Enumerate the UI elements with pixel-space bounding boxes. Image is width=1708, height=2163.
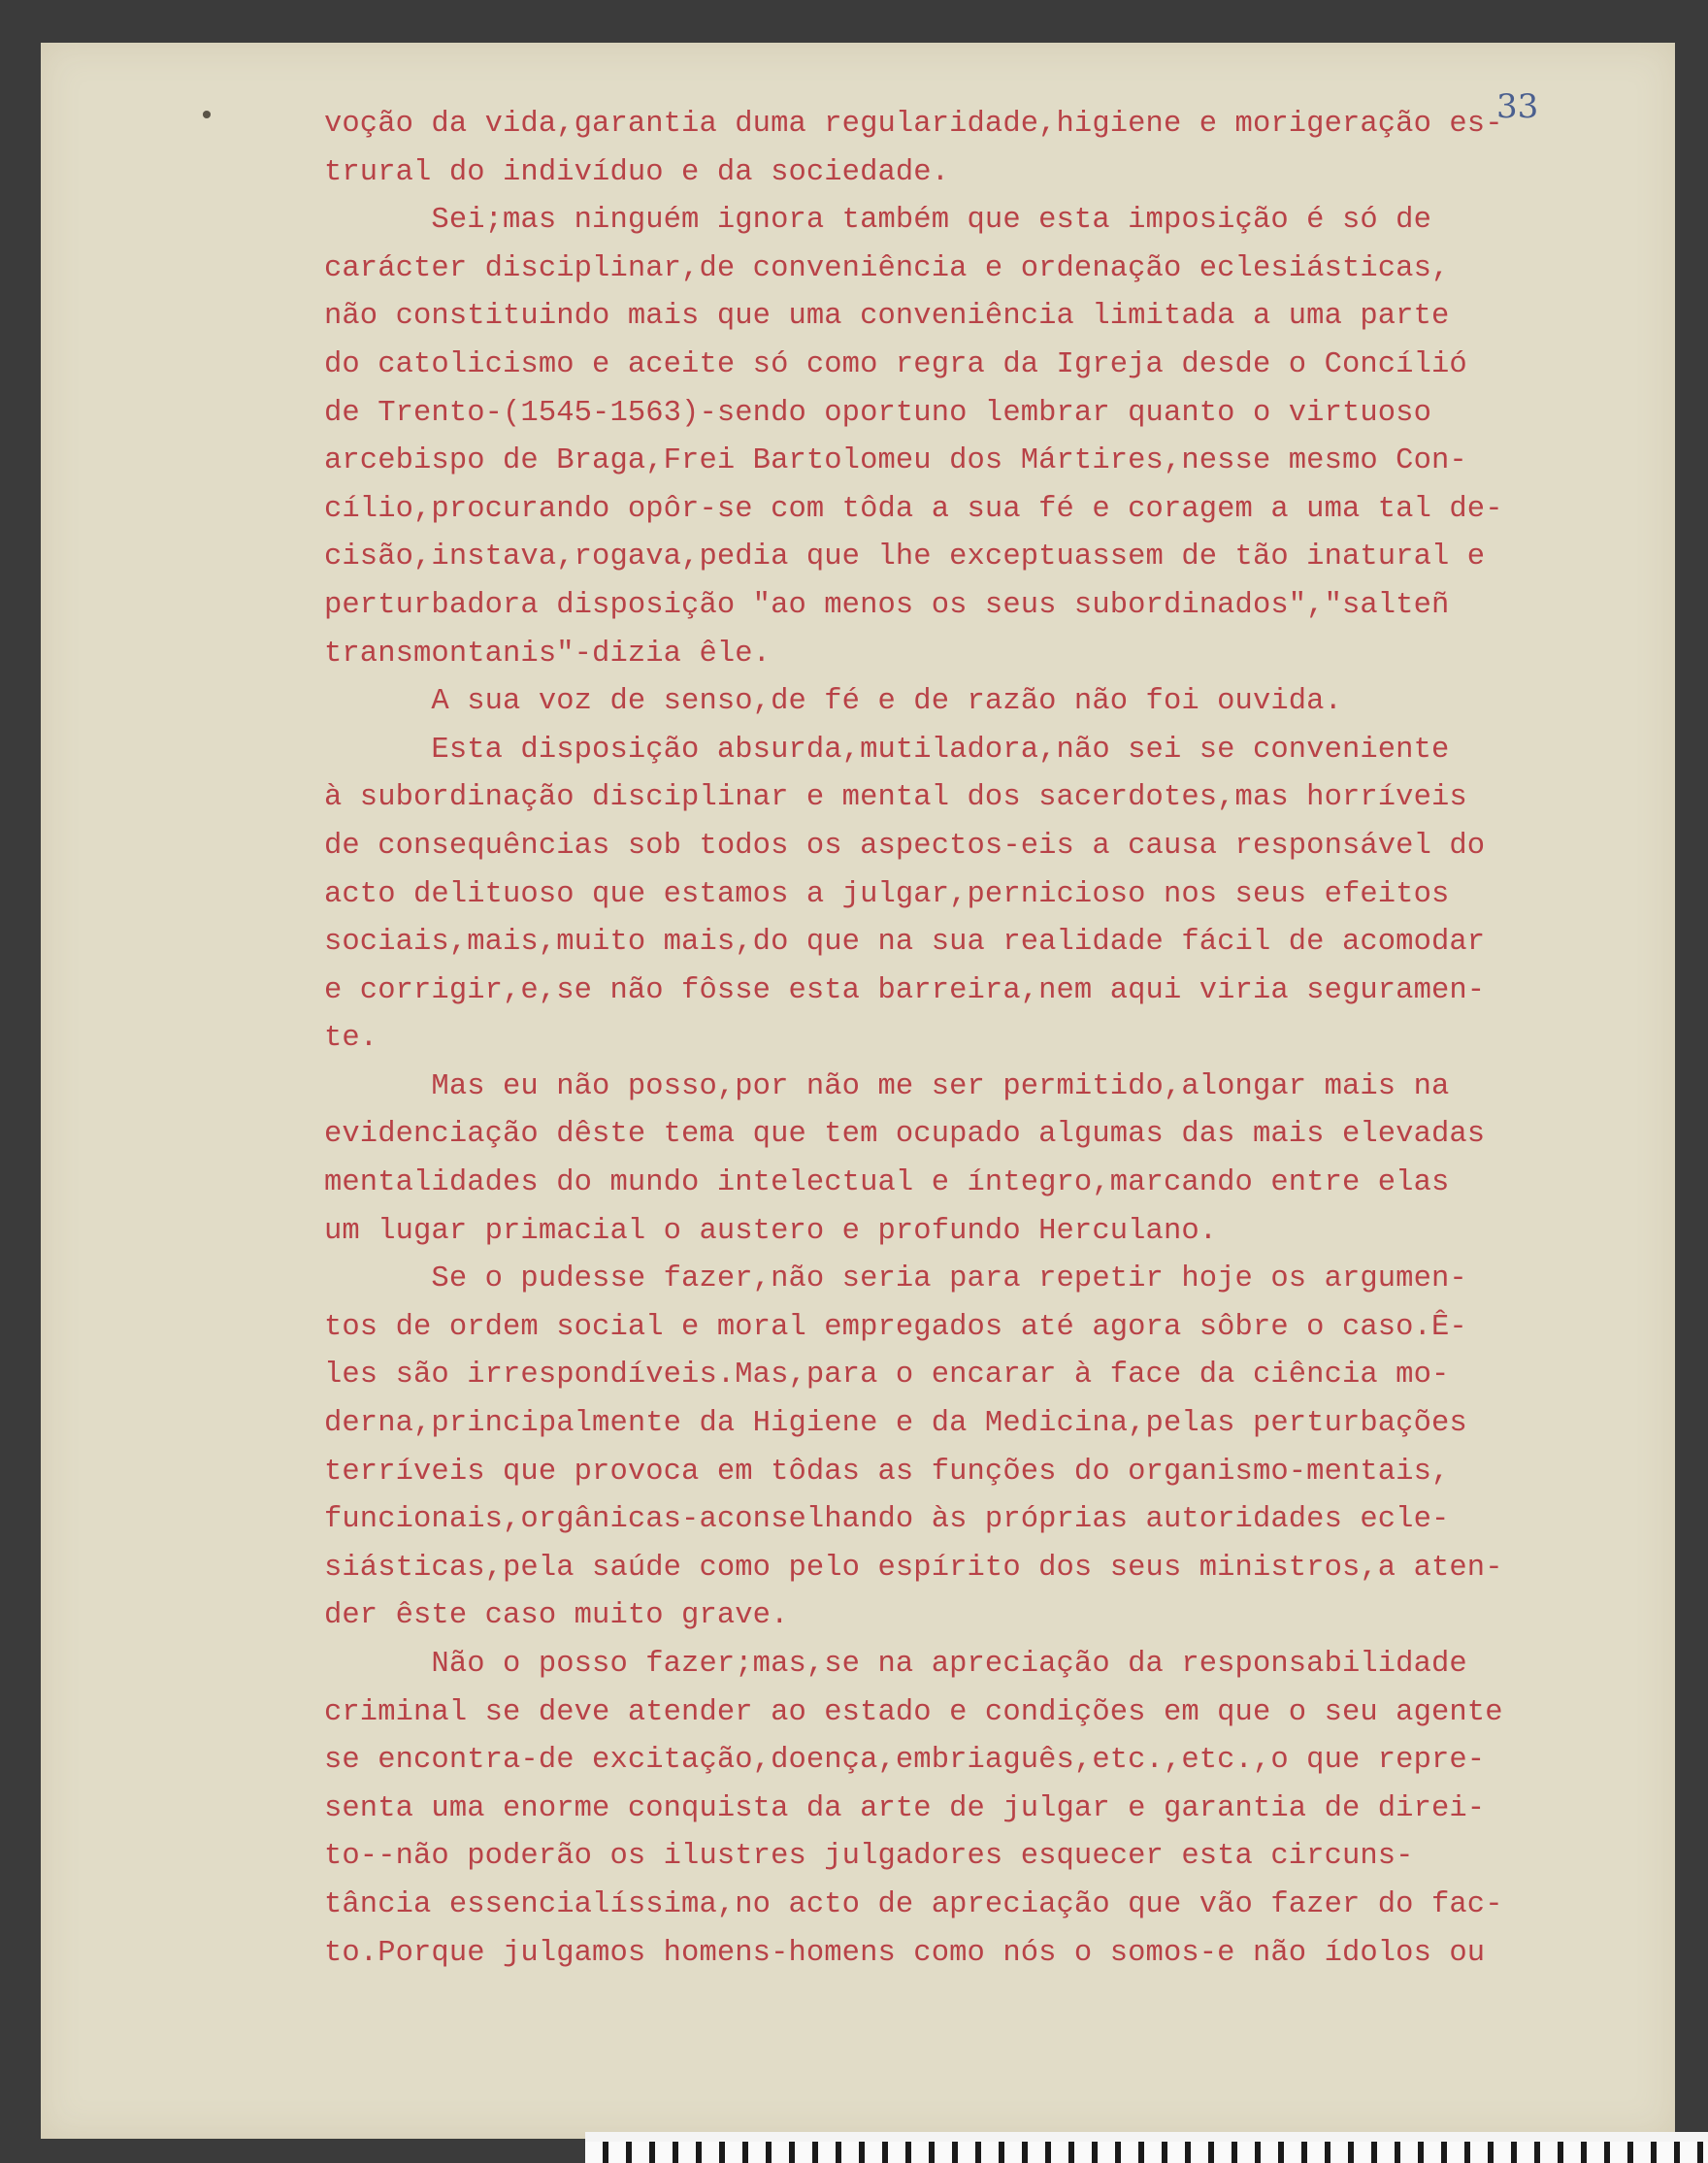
text-line: tância essencialíssima,no acto de apreciação que vão fazer do fac-: [324, 1887, 1503, 1921]
text-line: acto delituoso que estamos a julgar,pernicioso nos seus efeitos: [324, 877, 1450, 911]
text-line: voção da vida,garantia duma regularidade,higiene e morigeração es-: [324, 108, 1503, 141]
text-line: Não o posso fazer;mas,se na apreciação da responsabilidade: [324, 1648, 1467, 1681]
ruler-edge: [585, 2132, 1708, 2142]
text-line: de Trento-(1545-1563)-sendo oportuno lembrar quanto o virtuoso: [324, 396, 1431, 430]
text-line: perturbadora disposição "ao menos os seus subordinados","salteñ: [324, 588, 1450, 622]
text-line: criminal se deve atender ao estado e condições em que o seu agente: [324, 1695, 1503, 1729]
text-line: transmontanis"-dizia êle.: [324, 637, 772, 671]
text-line: to--não poderão os ilustres julgadores esquecer esta circuns-: [324, 1840, 1414, 1874]
text-line: à subordinação disciplinar e mental dos sacerdotes,mas horríveis: [324, 781, 1467, 815]
text-line: der êste caso muito grave.: [324, 1599, 789, 1633]
text-line: cisão,instava,rogava,pedia que lhe exceptuassem de tão inatural e: [324, 541, 1486, 574]
scale-ruler: [585, 2132, 1708, 2163]
text-line: um lugar primacial o austero e profundo Herculano.: [324, 1214, 1218, 1248]
text-line: funcionais,orgânicas-aconselhando às próprias autoridades ecle-: [324, 1503, 1450, 1537]
text-line: trural do indivíduo e da sociedade.: [324, 155, 950, 189]
text-line: te.: [324, 1022, 378, 1056]
text-line: senta uma enorme conquista da arte de julgar e garantia de direi-: [324, 1791, 1486, 1825]
text-line: Se o pudesse fazer,não seria para repetir hoje os argumen-: [324, 1262, 1467, 1296]
text-line: to.Porque julgamos homens-homens como nós o somos-e não ídolos ou: [324, 1936, 1486, 1970]
text-line: Sei;mas ninguém ignora também que esta imposição é só de: [324, 204, 1431, 238]
text-line: derna,principalmente da Higiene e da Medicina,pelas perturbações: [324, 1407, 1467, 1441]
text-line: A sua voz de senso,de fé e de razão não foi ouvida.: [324, 685, 1342, 719]
text-line: les são irrespondíveis.Mas,para o encarar à face da ciência mo-: [324, 1359, 1450, 1393]
text-line: tos de ordem social e moral empregados até agora sôbre o caso.Ê-: [324, 1310, 1467, 1344]
text-line: Mas eu não posso,por não me ser permitido,alongar mais na: [324, 1069, 1450, 1103]
page-number: 33: [1496, 87, 1539, 126]
text-line: arcebispo de Braga,Frei Bartolomeu dos Mártires,nesse mesmo Con-: [324, 444, 1467, 478]
text-line: siásticas,pela saúde como pelo espírito dos seus ministros,a aten-: [324, 1551, 1503, 1585]
text-line: Esta disposição absurda,mutiladora,não sei se conveniente: [324, 733, 1450, 767]
text-line: terríveis que provoca em tôdas as funções do organismo-mentais,: [324, 1455, 1450, 1489]
text-line: de consequências sob todos os aspectos-eis a causa responsável do: [324, 829, 1486, 863]
text-line: se encontra-de excitação,doença,embriaguês,etc.,etc.,o que repre-: [324, 1744, 1486, 1778]
body-text: [324, 101, 1673, 1978]
text-line: do catolicismo e aceite só como regra da Igreja desde o Concílió: [324, 347, 1467, 381]
text-line: e corrigir,e,se não fôsse esta barreira,nem aqui viria seguramen-: [324, 973, 1486, 1007]
text-line: evidenciação dêste tema que tem ocupado algumas das mais elevadas: [324, 1118, 1486, 1152]
text-line: cílio,procurando opôr-se com tôda a sua fé e coragem a uma tal de-: [324, 492, 1503, 526]
text-line: sociais,mais,muito mais,do que na sua realidade fácil de acomodar: [324, 926, 1486, 960]
text-line: carácter disciplinar,de conveniência e ordenação eclesiásticas,: [324, 251, 1450, 285]
punch-mark: •: [198, 101, 216, 134]
text-line: mentalidades do mundo intelectual e íntegro,marcando entre elas: [324, 1166, 1450, 1200]
text-line: não constituindo mais que uma conveniência limitada a uma parte: [324, 300, 1450, 334]
